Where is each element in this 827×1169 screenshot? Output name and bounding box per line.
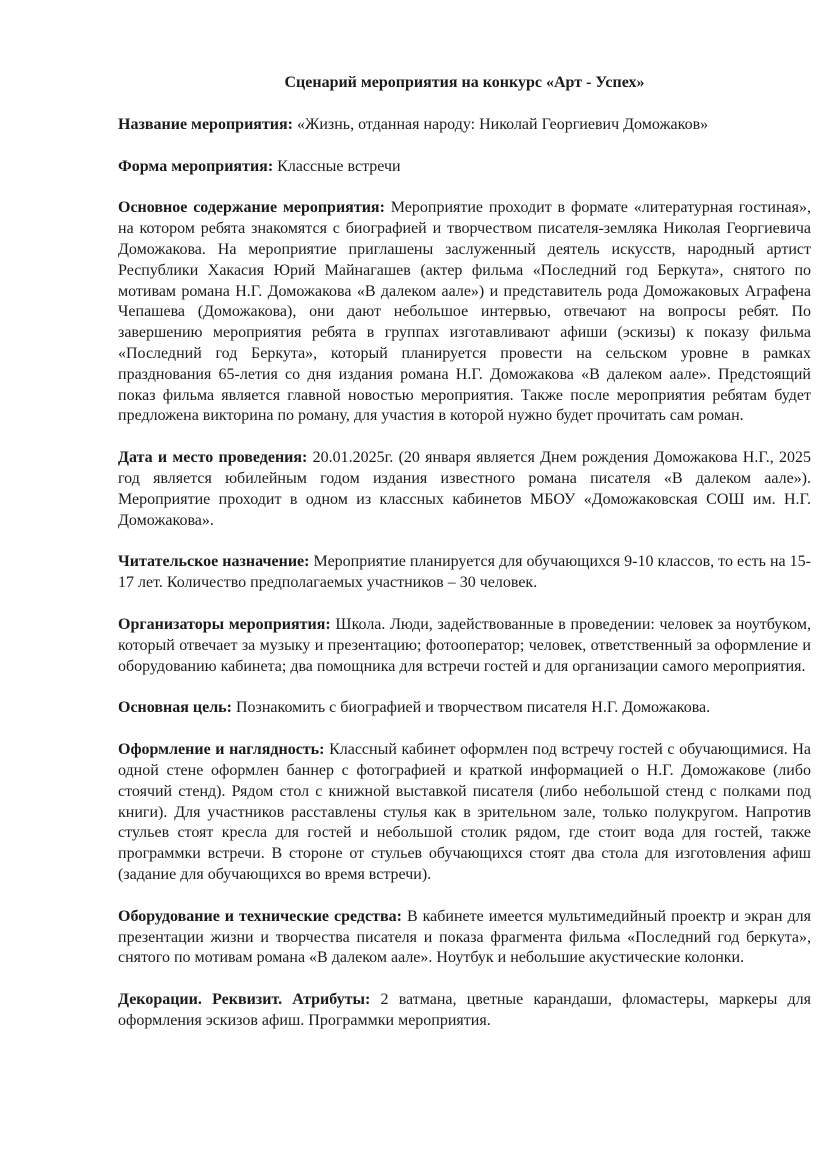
paragraph-decoration-label: Оформление и наглядность: (118, 741, 325, 759)
paragraph-event-name (118, 115, 811, 136)
paragraph-date-place-text: 20.01.2025г. (20 января является Днем рождения Доможакова Н.Г., 2025 год является юбилейным годом издания известного романа писателя «В далеком аале»). Мероприятие проходит в одном из классных кабинетов МБОУ «Доможаковская СОШ им. Н.Г. Доможакова». (118, 449, 811, 529)
paragraph-equipment (118, 907, 811, 969)
paragraph-audience (118, 552, 811, 594)
paragraph-props (118, 990, 811, 1032)
paragraph-props-text: 2 ватмана, цветные карандаши, фломастеры, маркеры для оформления эскизов афиш. Программки мероприятия. (118, 991, 812, 1029)
paragraph-date-place (118, 448, 811, 531)
paragraph-audience-text: Мероприятие планируется для обучающихся 9-10 классов, то есть на 15-17 лет. Количество предполагаемых участников – 30 человек. (118, 553, 812, 592)
paragraph-date-place-label: Дата и место проведения: (118, 449, 308, 467)
paragraph-event-form-label: Форма мероприятия: (118, 157, 274, 175)
document-title: Сценарий мероприятия на конкурс «Арт - Успех» (284, 74, 645, 91)
paragraph-event-form-text: Классные встречи (277, 157, 401, 175)
paragraph-decoration (118, 740, 811, 886)
paragraph-equipment-label: Оборудование и технические средства: (118, 907, 402, 925)
paragraph-equipment-text: В кабинете имеется мультимедийный проектр и экран для презентации жизни и творчества писателя и показа фрагмента фильма «Последний год беркута», снятого по мотивам романа «В далеком аале». Ноутбук и небольшие акустические колонки. (118, 907, 811, 967)
paragraph-event-form (118, 157, 811, 178)
paragraph-event-name-text: «Жизнь, отданная народу: Николай Георгиевич Доможаков» (297, 115, 709, 133)
paragraph-audience-label: Читательское назначение: (118, 553, 310, 571)
paragraph-decoration-text: Классный кабинет оформлен под встречу гостей с обучающимися. На одной стене оформлен баннер с фотографией и краткой информацией о Н.Г. Доможакове (либо стоячий стенд). Рядом стол с книжной выставкой писателя (либо небольшой стенд с полками под книги). Для участников расставлены стулья как в зрительном зале, только полукругом. Напротив стульев стоят кресла для гостей и небольшой столик рядом, где стоит вода для гостей, также программки встречи. В стороне от стульев обучающихся стоят два стола для изготовления афиш (задание для обучающихся во время встречи). (118, 741, 812, 883)
paragraph-organizers (118, 615, 811, 677)
paragraph-props-label: Декорации. Реквизит. Атрибуты: (118, 991, 371, 1009)
paragraph-event-name-label: Название мероприятия: (118, 115, 294, 133)
paragraph-organizers-label: Организаторы мероприятия: (118, 615, 331, 633)
paragraph-main-goal-label: Основная цель: (118, 699, 232, 717)
paragraph-main-goal-text: Познакомить с биографией и творчеством писателя Н.Г. Доможакова. (235, 699, 711, 717)
paragraph-main-goal (118, 698, 811, 719)
paragraph-main-content (118, 198, 811, 427)
paragraph-main-content-text: Мероприятие проходит в формате «литературная гостиная», на котором ребята знакомятся с биографией и творчеством писателя-земляка Николая Георгиевича Доможакова. На мероприятие приглашены заслуженный деятель искусств, народный артист Республики Хакасия Юрий Майнагашев (актер фильма «Последний год Беркута», снятого по мотивам романа Н.Г. Доможакова «В далеком аале») и представитель рода Доможаковых Аграфена Чепашева (Доможакова), они дают небольшое интервью, отвечают на вопросы ребят. По завершению мероприятия ребята в группах изготавливают афиши (эскизы) к показу фильма «Последний год Беркута», который планируется провести на сельском уровне в рамках празднования 65-летия со дня издания романа Н.Г. Доможакова «В далеком аале». Предстоящий показ фильма является главной новостью мероприятия. Также после мероприятия ребятам будет предложена викторина по роману, для участия в которой нужно будет прочитать сам роман. (118, 199, 811, 425)
paragraph-main-content-label: Основное содержание мероприятия: (118, 199, 385, 217)
paragraph-organizers-text: Школа. Люди, задействованные в проведении: человек за ноутбуком, который отвечает за музыку и презентацию; фотооператор; человек, ответственный за оформление и оборудованию кабинета; два помощника для встречи гостей и для организации самого мероприятия. (118, 615, 812, 675)
